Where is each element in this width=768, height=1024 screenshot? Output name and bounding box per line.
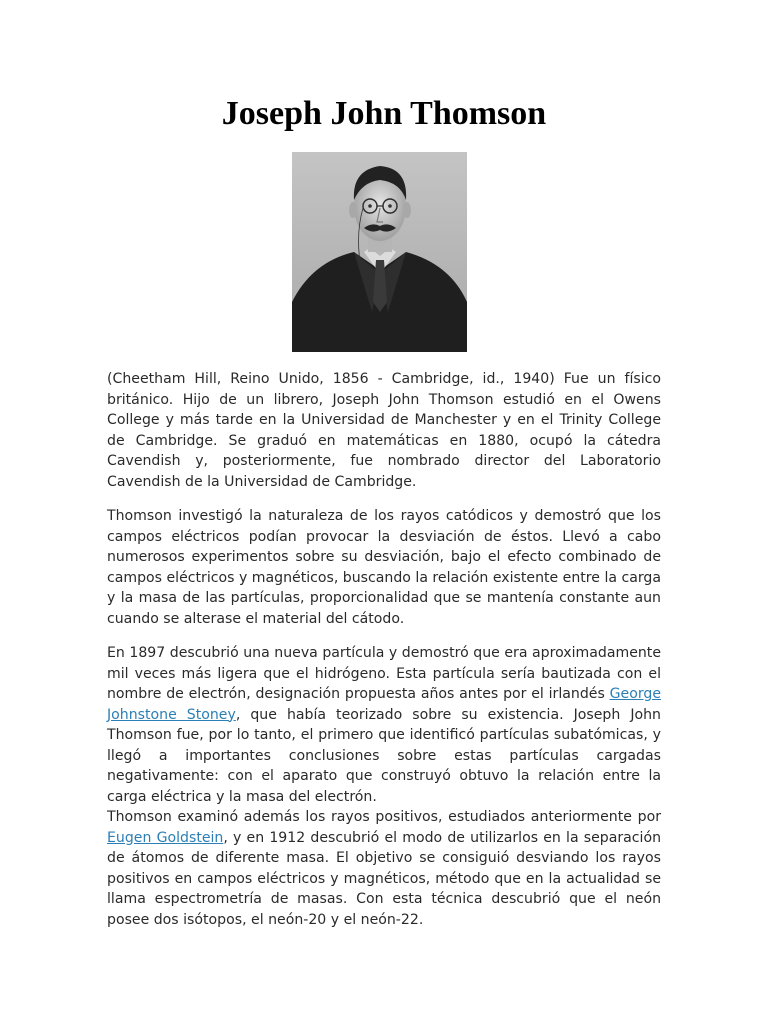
article-body <box>107 369 661 930</box>
paragraph-3-text-before: En 1897 descubrió una nueva partícula y demostró que era aproximadamente mil veces más ligera que el hidrógeno. Esta partícula sería bautizada con el nombre de electrón, designación propuesta años antes por el irlandés <box>107 645 661 702</box>
paragraph-2: Thomson investigó la naturaleza de los rayos catódicos y demostró que los campos eléctricos podían provocar la desviación de éstos. Llevó a cabo numerosos experimentos sobre su desviación, bajo el efecto combinado de campos eléctricos y magnéticos, buscando la relación existente entre la carga y la masa de las partículas, proporcionalidad que se mantenía constante aun cuando se alterase el material del cátodo. <box>107 508 661 627</box>
paragraph-1: (Cheetham Hill, Reino Unido, 1856 - Cambridge, id., 1940) Fue un físico británico. Hijo de un librero, Joseph John Thomson estudió en el Owens College y más tarde en la Universidad de Manchester y en el Trinity College de Cambridge. Se graduó en matemáticas en 1880, ocupó la cátedra Cavendish y, posteriormente, fue nombrado director del Laboratorio Cavendish de la Universidad de Cambridge. <box>107 371 661 490</box>
paragraph-4-text-before: Thomson examinó además los rayos positivos, estudiados anteriormente por <box>107 809 661 825</box>
paragraph-4-text-after: , y en 1912 descubrió el modo de utilizarlos en la separación de átomos de diferente masa. El objetivo se consiguió desviando los rayos positivos en campos eléctricos y magnéticos, método que en la actualidad se llama espectrometría de masas. Con esta técnica descubrió que el neón posee dos isótopos, el neón-20 y el neón-22. <box>107 829 662 928</box>
paragraph-3 <box>107 643 661 807</box>
paragraph-4 <box>107 807 661 930</box>
link-eugen-goldstein[interactable]: Eugen Goldstein <box>107 829 224 846</box>
page-title: Joseph John Thomson <box>221 95 547 132</box>
link-george-johnstone-stoney[interactable]: George Johnstone Stoney <box>107 686 661 723</box>
paragraph-3-text-after: , que había teorizado sobre su existencia. Joseph John Thomson fue, por lo tanto, el primero que identificó partículas subatómicas, y llegó a importantes conclusiones sobre estas partículas cargadas negativamente: con el aparato que construyó obtuvo la relación entre la carga eléctrica y la masa del electrón. <box>107 706 661 805</box>
portrait-photo <box>292 152 467 352</box>
